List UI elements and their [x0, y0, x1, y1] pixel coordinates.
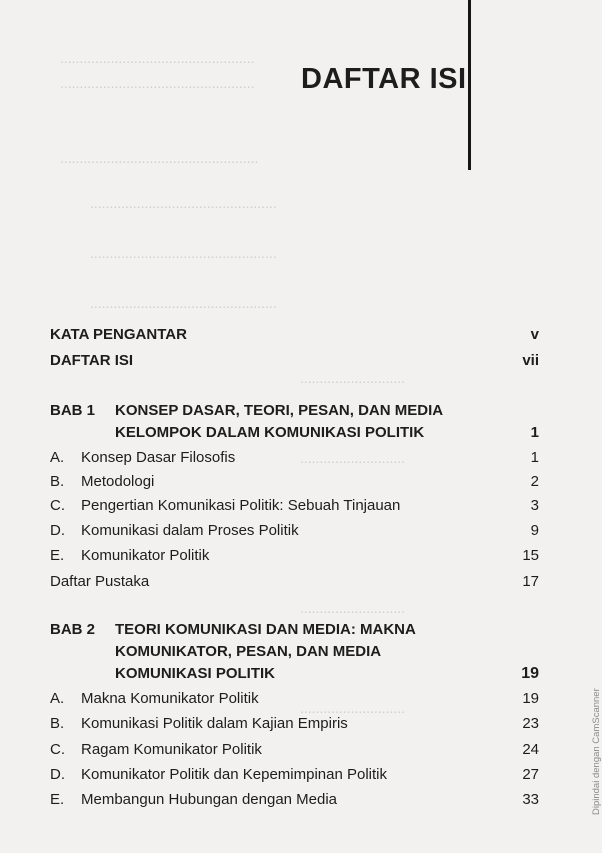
toc-section-1c[interactable]	[0, 497, 600, 519]
vertical-divider-line	[468, 0, 471, 170]
chapter-title-line: KELOMPOK DALAM KOMUNIKASI POLITIK	[115, 424, 425, 441]
section-label: Ragam Komunikator Politik	[81, 741, 262, 758]
chapter-heading-bab-2-cont	[0, 643, 600, 665]
toc-section-2c[interactable]	[0, 741, 600, 763]
toc-entry-label: DAFTAR ISI	[50, 352, 134, 369]
section-page: 3	[530, 497, 539, 514]
section-letter: E.	[50, 547, 65, 564]
toc-section-1b[interactable]	[0, 473, 600, 495]
chapter-heading-bab-1-cont	[0, 424, 600, 446]
section-letter: C.	[50, 741, 65, 758]
section-label: Membangun Hubungan dengan Media	[81, 791, 338, 808]
toc-entry-page: vii	[522, 352, 539, 369]
section-page: 1	[530, 449, 539, 466]
section-label: Komunikator Politik dan Kepemimpinan Politik	[81, 766, 387, 783]
section-page: 2	[530, 473, 539, 490]
toc-section-2e[interactable]	[0, 791, 600, 813]
chapter-page: 1	[530, 424, 539, 441]
section-letter: D.	[50, 522, 65, 539]
chapter-heading-bab-2-cont2	[0, 665, 600, 687]
section-letter: C.	[50, 497, 65, 514]
chapter-number: BAB 2	[50, 621, 96, 638]
toc-entry-label: KATA PENGANTAR	[50, 326, 187, 343]
section-label: Komunikasi dalam Proses Politik	[81, 522, 299, 539]
section-page: 27	[522, 766, 539, 783]
toc-bibliography-1[interactable]	[0, 573, 600, 595]
toc-section-2b[interactable]	[0, 715, 600, 737]
chapter-heading-bab-1[interactable]	[0, 402, 600, 424]
toc-entry-page: v	[530, 326, 539, 343]
toc-entry-daftar-isi[interactable]	[0, 352, 600, 374]
section-letter: B.	[50, 715, 65, 732]
section-page: 15	[522, 547, 539, 564]
toc-section-1d[interactable]	[0, 522, 600, 544]
chapter-title-line: KONSEP DASAR, TEORI, PESAN, DAN MEDIA	[115, 402, 444, 419]
toc-section-1a[interactable]	[0, 449, 600, 471]
section-label: Pengertian Komunikasi Politik: Sebuah Tinjauan	[81, 497, 401, 514]
section-page: 9	[530, 522, 539, 539]
bibliography-page: 17	[522, 573, 539, 590]
section-label: Komunikasi Politik dalam Kajian Empiris	[81, 715, 348, 732]
chapter-title-line: KOMUNIKATOR, PESAN, DAN MEDIA	[115, 643, 382, 660]
scanner-watermark	[580, 655, 602, 815]
section-label: Konsep Dasar Filosofis	[81, 449, 236, 466]
section-page: 33	[522, 791, 539, 808]
toc-section-2a[interactable]	[0, 690, 600, 712]
section-page: 19	[522, 690, 539, 707]
section-letter: A.	[50, 690, 65, 707]
chapter-title-line: KOMUNIKASI POLITIK	[115, 665, 275, 682]
toc-entry-kata-pengantar[interactable]	[0, 326, 600, 348]
scanner-watermark-text: Dipindai dengan CamScanner	[591, 688, 602, 815]
page-title: DAFTAR ISI	[301, 63, 467, 95]
section-label: Komunikator Politik	[81, 547, 210, 564]
bibliography-label: Daftar Pustaka	[50, 573, 150, 590]
section-label: Metodologi	[81, 473, 155, 490]
toc-section-1e[interactable]	[0, 547, 600, 569]
chapter-number: BAB 1	[50, 402, 96, 419]
section-label: Makna Komunikator Politik	[81, 690, 259, 707]
section-letter: B.	[50, 473, 65, 490]
chapter-page: 19	[521, 665, 539, 682]
section-page: 23	[522, 715, 539, 732]
chapter-heading-bab-2[interactable]	[0, 621, 600, 643]
section-letter: D.	[50, 766, 65, 783]
toc-section-2d[interactable]	[0, 766, 600, 788]
section-letter: E.	[50, 791, 65, 808]
section-page: 24	[522, 741, 539, 758]
section-letter: A.	[50, 449, 65, 466]
chapter-title-line: TEORI KOMUNIKASI DAN MEDIA: MAKNA	[115, 621, 416, 638]
